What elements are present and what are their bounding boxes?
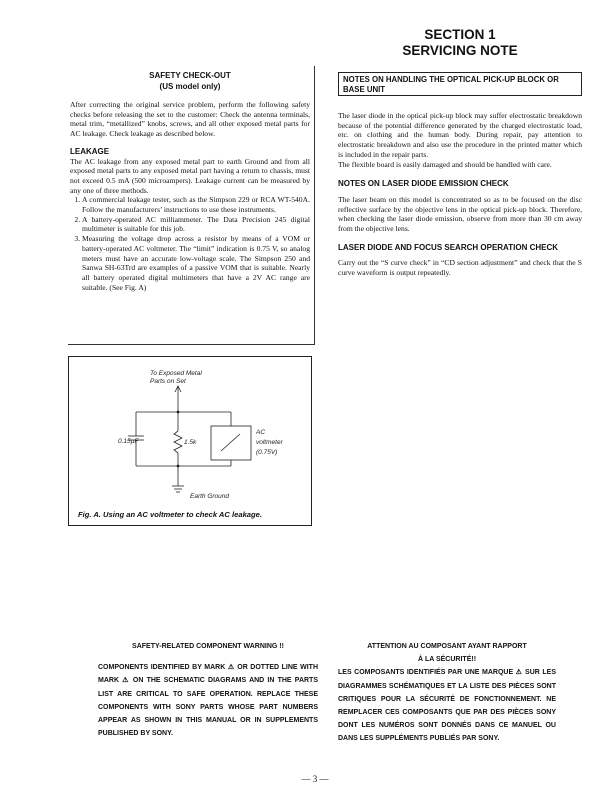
junction-top [177, 411, 180, 414]
safety-warning-en [98, 640, 318, 740]
voltmeter-needle [221, 434, 240, 451]
warning-en-text: COMPONENTS IDENTIFIED BY MARK ⚠ OR DOTTED LINE WITH MARK ⚠ ON THE SCHEMATIC DIAGRAMS AND IN THE PARTS LIST ARE CRITICAL TO SAFE OPERATION. REPLACE THESE COMPONENTS WITH SONY PARTS WHOSE PART NUMBERS APPEAR AS SHOWN IN THIS MANUAL OR IN SUPPLEMENTS PUBLISHED BY SONY. [98, 664, 318, 738]
resistor-zigzag [174, 431, 182, 453]
page-number: — 3 — [301, 774, 329, 784]
fig-cap-label: 0.15µF [118, 438, 139, 445]
leakage-method-1: 1. A commercial leakage tester, such as the Simpson 229 or RCA WT-540A. Follow the manufacturers’ instructions to use these instruments. [82, 195, 310, 214]
safety-checkout-title: SAFETY CHECK-OUT [149, 71, 231, 80]
safety-checkout-body [70, 100, 310, 292]
leakage-text: The AC leakage from any exposed metal part to earth Ground and from all exposed metal parts to any exposed metal part having a return to chassis, must not exceed 0.5 mA (500 microampers). Leakage current can be measured by any one of three methods. [70, 156, 310, 195]
warning-en-title: SAFETY-RELATED COMPONENT WARNING !! [132, 643, 284, 650]
figure-a-caption: Fig. A. Using an AC voltmeter to check AC leakage. [78, 510, 262, 519]
fig-meter-label-3: (0.75V) [256, 449, 278, 456]
fig-label-top-2: Parts on Set [150, 378, 186, 385]
optical-p1: The laser diode in the optical pick-up block may suffer electrostatic breakdown because of the potential difference generated by the charged electrostatic load, etc. on clothing and the human body. During repair, pay attention to electrostatic breakdown and also use the procedure in the printed matter which is included in the repair parts. [338, 111, 582, 159]
safety-checkout-subtitle: (US model only) [159, 82, 221, 91]
voltmeter-box [211, 426, 251, 460]
leakage-heading: LEAKAGE [70, 146, 110, 156]
warning-fr-text: LES COMPOSANTS IDENTIFIÉS PAR UNE MARQUE ⚠ SUR LES DIAGRAMMES SCHÉMATIQUES ET LA LISTE DES PIÈCES SONT CRITIQUES POUR LA SÉCURITÉ DE FONCTIONNEMENT. NE REMPLACER CES COMPOSANTS QUE PAR DES PIÈCES SONY DONT LES NUMÉROS SONT DONNÉS DANS CE MANUEL OU DANS LES SUPPLÉMENTS PUBLIÉS PAR SONY. [338, 669, 556, 743]
optical-p2: The flexible board is easily damaged and should be handled with care. [338, 159, 552, 169]
laser-emission-heading: NOTES ON LASER DIODE EMISSION CHECK [338, 179, 509, 189]
optical-notes-title: NOTES ON HANDLING THE OPTICAL PICK-UP BLOCK OR BASE UNIT [343, 75, 559, 94]
safety-checkout-heading [70, 70, 310, 92]
focus-search-heading: LASER DIODE AND FOCUS SEARCH OPERATION CHECK [338, 242, 559, 252]
focus-search-text: Carry out the “S curve check” in “CD section adjustment” and check that the S curve waveform is output repeatedly. [338, 258, 582, 278]
optical-notes-box [338, 72, 582, 96]
warning-fr-title-2: À LA SÉCURITÉ!! [417, 656, 477, 664]
safety-intro: After correcting the original service problem, perform the following safety checks before releasing the set to the customer: Check the antenna terminals, metal trim, “metallized” knobs, screws, and all other exposed metal parts for AC leakage. Check leakage as described below. [70, 100, 310, 139]
junction-bottom [177, 465, 180, 468]
fig-res-label: 1.5k [184, 439, 197, 446]
laser-emission-text: The laser beam on this model is concentrated so as to be focused on the disc reflective surface by the objective lens in the optical pick-up block. Therefore, when checking the laser diode emission, observe from more than 30 cm away from the objective lens. [338, 194, 582, 234]
leakage-methods-list [70, 195, 310, 292]
section-number: SECTION 1 [424, 27, 496, 42]
leakage-method-3: 3. Measuring the voltage drop across a resistor by means of a VOM or battery-operated AC voltmeter. The “limit” indication is 0.75 V, so analog meters must have an accurate low-voltage scale. The Simpson 250 and Sanwa SH-63Trd are examples of a passive VOM that is suitable. Nearly all battery operated digital multimeters that have a 2V AC range are suitable. (See Fig. A) [82, 234, 310, 292]
warning-fr-title-1: ATTENTION AU COMPOSANT AYANT RAPPORT [367, 643, 527, 650]
optical-body [338, 111, 582, 278]
fig-label-top-1: To Exposed Metal [150, 370, 202, 377]
figure-a-diagram [68, 356, 312, 506]
section-name: SERVICING NOTE [402, 43, 518, 58]
safety-warning-fr [338, 640, 556, 746]
fig-meter-label-1: AC [256, 429, 266, 436]
section-title [330, 27, 590, 59]
fig-meter-label-2: voltmeter [256, 439, 283, 446]
leakage-method-2: 2. A battery-operated AC milliammeter. The Data Precision 245 digital multimeter is suitable for this job. [82, 215, 310, 234]
fig-ground-label: Earth Ground [190, 493, 230, 500]
